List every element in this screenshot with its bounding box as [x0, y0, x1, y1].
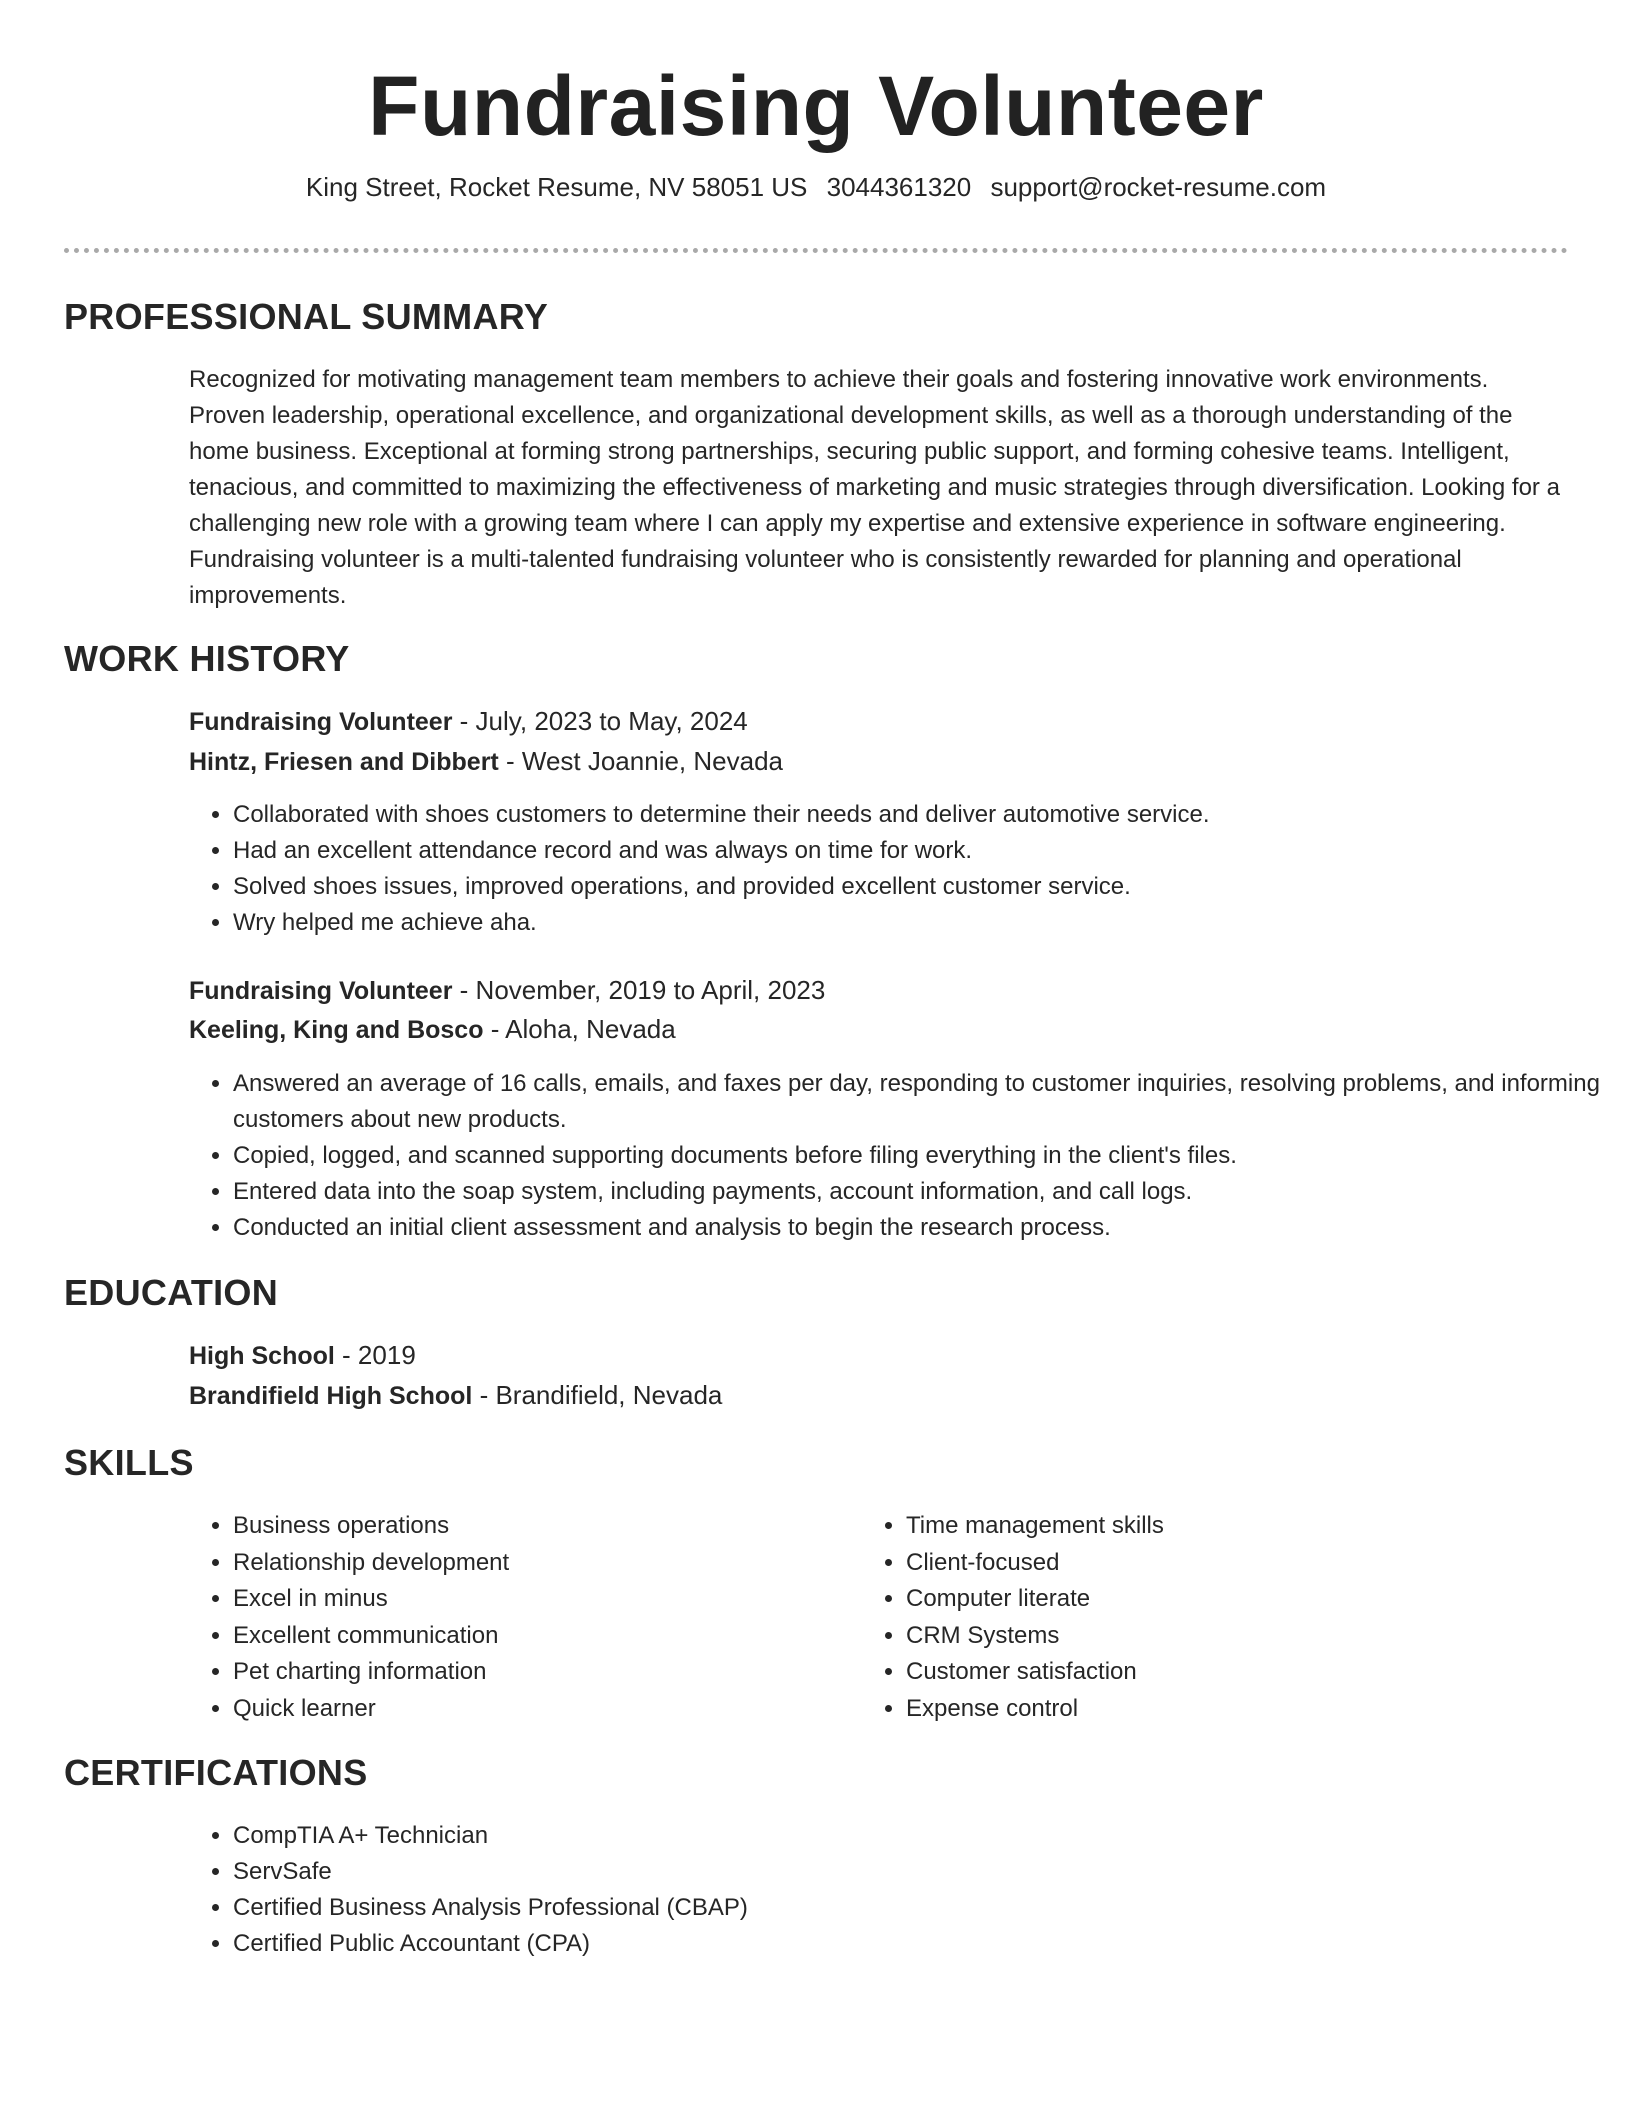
education-school: Brandifield High School — [189, 1382, 473, 1410]
list-item: • Quick learner — [233, 1691, 833, 1728]
list-item: • Had an excellent attendance record and was always on time for work. — [233, 833, 1613, 869]
section-title-certifications: CERTIFICATIONS — [64, 1752, 368, 1793]
resume-name: Fundraising Volunteer — [368, 59, 1264, 153]
list-item: • Pet charting information — [233, 1654, 833, 1691]
list-item: • ServSafe — [233, 1854, 1613, 1890]
list-item: • CRM Systems — [906, 1618, 1506, 1655]
list-item: • Conducted an initial client assessment and analysis to begin the research process. — [233, 1210, 1613, 1246]
contact-email: support@rocket-resume.com — [990, 172, 1327, 202]
section-title-summary: PROFESSIONAL SUMMARY — [64, 296, 549, 337]
list-item: • Computer literate — [906, 1581, 1506, 1618]
job-2-title-line — [189, 975, 825, 1006]
summary-text: Recognized for motivating management team members to achieve their goals and fostering innovative work environments. Proven leadership, operational excellence, and organizational development skills, as well as a thorough understanding of the home business. Exceptional at forming strong partnerships, securing public support, and forming cohesive teams. Intelligent, tenacious, and committed to maximizing the effectiveness of marketing and music strategies through diversification. Looking for a challenging new role with a growing team where I can apply my expertise and extensive experience in software engineering. Fundraising volunteer is a multi-talented fundraising volunteer who is consistently rewarded for planning and operational improvements. — [189, 366, 1560, 609]
job-2-company: Keeling, King and Bosco — [189, 1016, 484, 1044]
list-item: • Certified Public Accountant (CPA) — [233, 1926, 1613, 1962]
list-item: • Time management skills — [906, 1508, 1506, 1545]
list-item: • Excellent communication — [233, 1618, 833, 1655]
education-school-line — [189, 1380, 722, 1411]
list-item: • Collaborated with shoes customers to determine their needs and deliver automotive service. — [233, 797, 1613, 833]
job-2-dates: - November, 2019 to April, 2023 — [452, 975, 826, 1005]
skills-list-right — [862, 1508, 1506, 1727]
list-item: • Copied, logged, and scanned supporting documents before filing everything in the client's files. — [233, 1138, 1613, 1174]
contact-address: King Street, Rocket Resume, NV 58051 US — [305, 172, 808, 202]
list-item: • Entered data into the soap system, including payments, account information, and call logs. — [233, 1174, 1613, 1210]
list-item: • CompTIA A+ Technician — [233, 1818, 1613, 1854]
list-item: • Wry helped me achieve aha. — [233, 905, 1613, 941]
section-title-skills: SKILLS — [64, 1442, 194, 1483]
job-1-company-line — [189, 746, 783, 777]
job-2-bullets — [189, 1066, 1613, 1246]
list-item: • Answered an average of 16 calls, emails, and faxes per day, responding to customer inquiries, resolving problems, and informing customers about new products. — [233, 1066, 1613, 1138]
certifications-list — [189, 1818, 1613, 1962]
education-degree-line — [189, 1340, 416, 1371]
list-item: • Solved shoes issues, improved operations, and provided excellent customer service. — [233, 869, 1613, 905]
list-item: • Business operations — [233, 1508, 833, 1545]
job-1-location: - West Joannie, Nevada — [498, 746, 783, 776]
education-degree: High School — [189, 1342, 335, 1370]
contact-line — [0, 172, 1632, 203]
list-item: • Excel in minus — [233, 1581, 833, 1618]
job-1-dates: - July, 2023 to May, 2024 — [452, 706, 748, 736]
education-location: - Brandifield, Nevada — [472, 1380, 723, 1410]
job-1-company: Hintz, Friesen and Dibbert — [189, 748, 499, 776]
education-year: - 2019 — [334, 1340, 416, 1370]
list-item: • Client-focused — [906, 1545, 1506, 1582]
section-title-work: WORK HISTORY — [64, 638, 350, 679]
job-1-bullets — [189, 797, 1613, 941]
list-item: • Expense control — [906, 1691, 1506, 1728]
list-item: • Customer satisfaction — [906, 1654, 1506, 1691]
section-title-education: EDUCATION — [64, 1272, 279, 1313]
job-2-role: Fundraising Volunteer — [189, 977, 453, 1005]
contact-phone: 3044361320 — [826, 172, 972, 202]
header-divider — [64, 248, 1568, 253]
list-item: • Relationship development — [233, 1545, 833, 1582]
job-1-role: Fundraising Volunteer — [189, 708, 453, 736]
job-1-title-line — [189, 706, 748, 737]
job-2-location: - Aloha, Nevada — [483, 1014, 676, 1044]
job-2-company-line — [189, 1014, 676, 1045]
list-item: • Certified Business Analysis Professional (CBAP) — [233, 1890, 1613, 1926]
skills-list-left — [189, 1508, 833, 1727]
